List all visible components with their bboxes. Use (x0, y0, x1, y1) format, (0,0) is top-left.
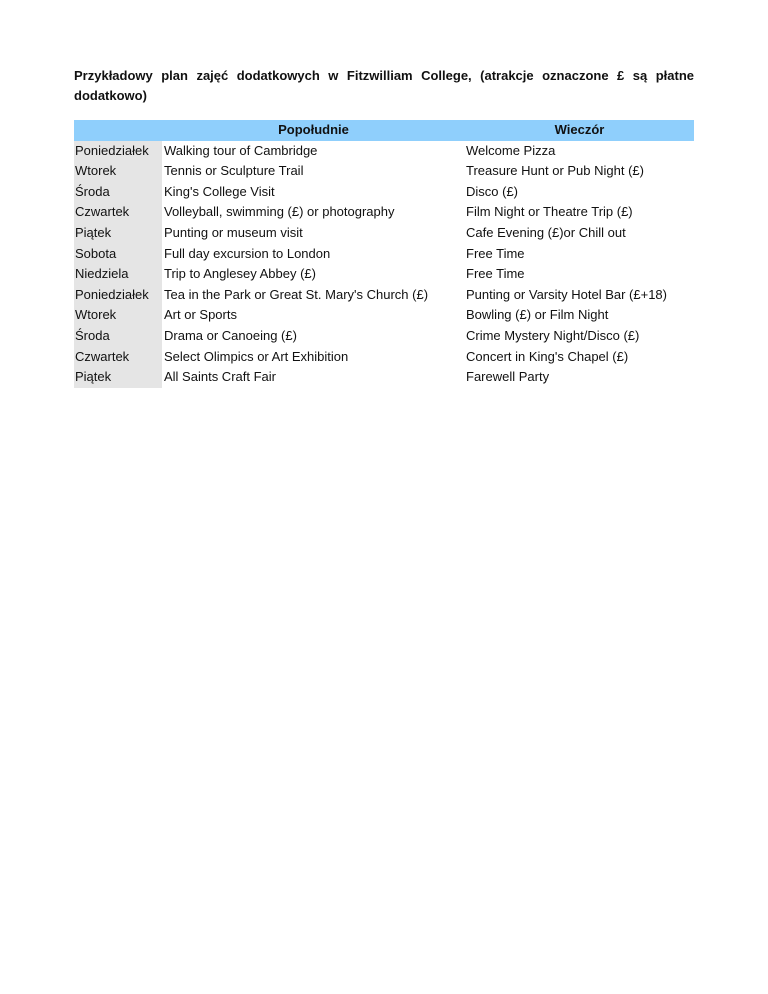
cell-evening: Cafe Evening (£)or Chill out (466, 224, 626, 240)
table-row (74, 264, 694, 285)
table-row (74, 182, 694, 203)
schedule-table (74, 120, 694, 388)
cell-afternoon: Tea in the Park or Great St. Mary's Church (£) (164, 286, 429, 302)
cell-evening: Welcome Pizza (466, 142, 556, 158)
header-afternoon: Popołudnie (278, 122, 349, 137)
header-day (74, 120, 162, 141)
schedule-table-body (74, 141, 694, 388)
table-row (74, 326, 694, 347)
cell-day: Poniedziałek (74, 141, 162, 162)
table-row (74, 223, 694, 244)
cell-afternoon: Full day excursion to London (164, 245, 331, 261)
cell-day: Środa (74, 326, 162, 347)
cell-evening: Crime Mystery Night/Disco (£) (466, 327, 640, 343)
cell-afternoon: Tennis or Sculpture Trail (164, 163, 304, 179)
cell-evening: Bowling (£) or Film Night (466, 307, 609, 323)
table-header-row (74, 120, 694, 141)
cell-afternoon: Drama or Canoeing (£) (164, 327, 297, 343)
header-evening: Wieczór (554, 122, 605, 137)
cell-day: Czwartek (74, 202, 162, 223)
cell-afternoon: Volleyball, swimming (£) or photography (164, 204, 395, 220)
cell-day: Wtorek (74, 161, 162, 182)
cell-evening: Concert in King's Chapel (£) (466, 348, 629, 364)
cell-evening: Farewell Party (466, 369, 550, 385)
cell-afternoon: Walking tour of Cambridge (164, 142, 318, 158)
cell-evening: Punting or Varsity Hotel Bar (£+18) (466, 286, 667, 302)
cell-day: Piątek (74, 223, 162, 244)
document-title: Przykładowy plan zajęć dodatkowych w Fitzwilliam College, (atrakcje oznaczone £ są płatne dodatkowo) (74, 68, 694, 103)
cell-afternoon: All Saints Craft Fair (164, 369, 276, 385)
cell-day: Piątek (74, 367, 162, 388)
cell-afternoon: Select Olimpics or Art Exhibition (164, 348, 349, 364)
cell-day: Niedziela (74, 264, 162, 285)
cell-day: Sobota (74, 244, 162, 265)
cell-day: Poniedziałek (74, 285, 162, 306)
cell-evening: Free Time (466, 245, 525, 261)
cell-afternoon: King's College Visit (164, 183, 275, 199)
cell-day: Wtorek (74, 305, 162, 326)
table-row (74, 202, 694, 223)
table-row (74, 285, 694, 306)
table-row (74, 141, 694, 162)
table-row (74, 244, 694, 265)
table-row (74, 347, 694, 368)
cell-evening: Disco (£) (466, 183, 519, 199)
cell-afternoon: Trip to Anglesey Abbey (£) (164, 266, 316, 282)
cell-evening: Treasure Hunt or Pub Night (£) (466, 163, 644, 179)
cell-evening: Free Time (466, 266, 525, 282)
cell-day: Czwartek (74, 347, 162, 368)
table-row (74, 367, 694, 388)
cell-evening: Film Night or Theatre Trip (£) (466, 204, 633, 220)
cell-day: Środa (74, 182, 162, 203)
cell-afternoon: Punting or museum visit (164, 224, 303, 240)
table-row (74, 305, 694, 326)
cell-afternoon: Art or Sports (164, 307, 237, 323)
table-row (74, 161, 694, 182)
